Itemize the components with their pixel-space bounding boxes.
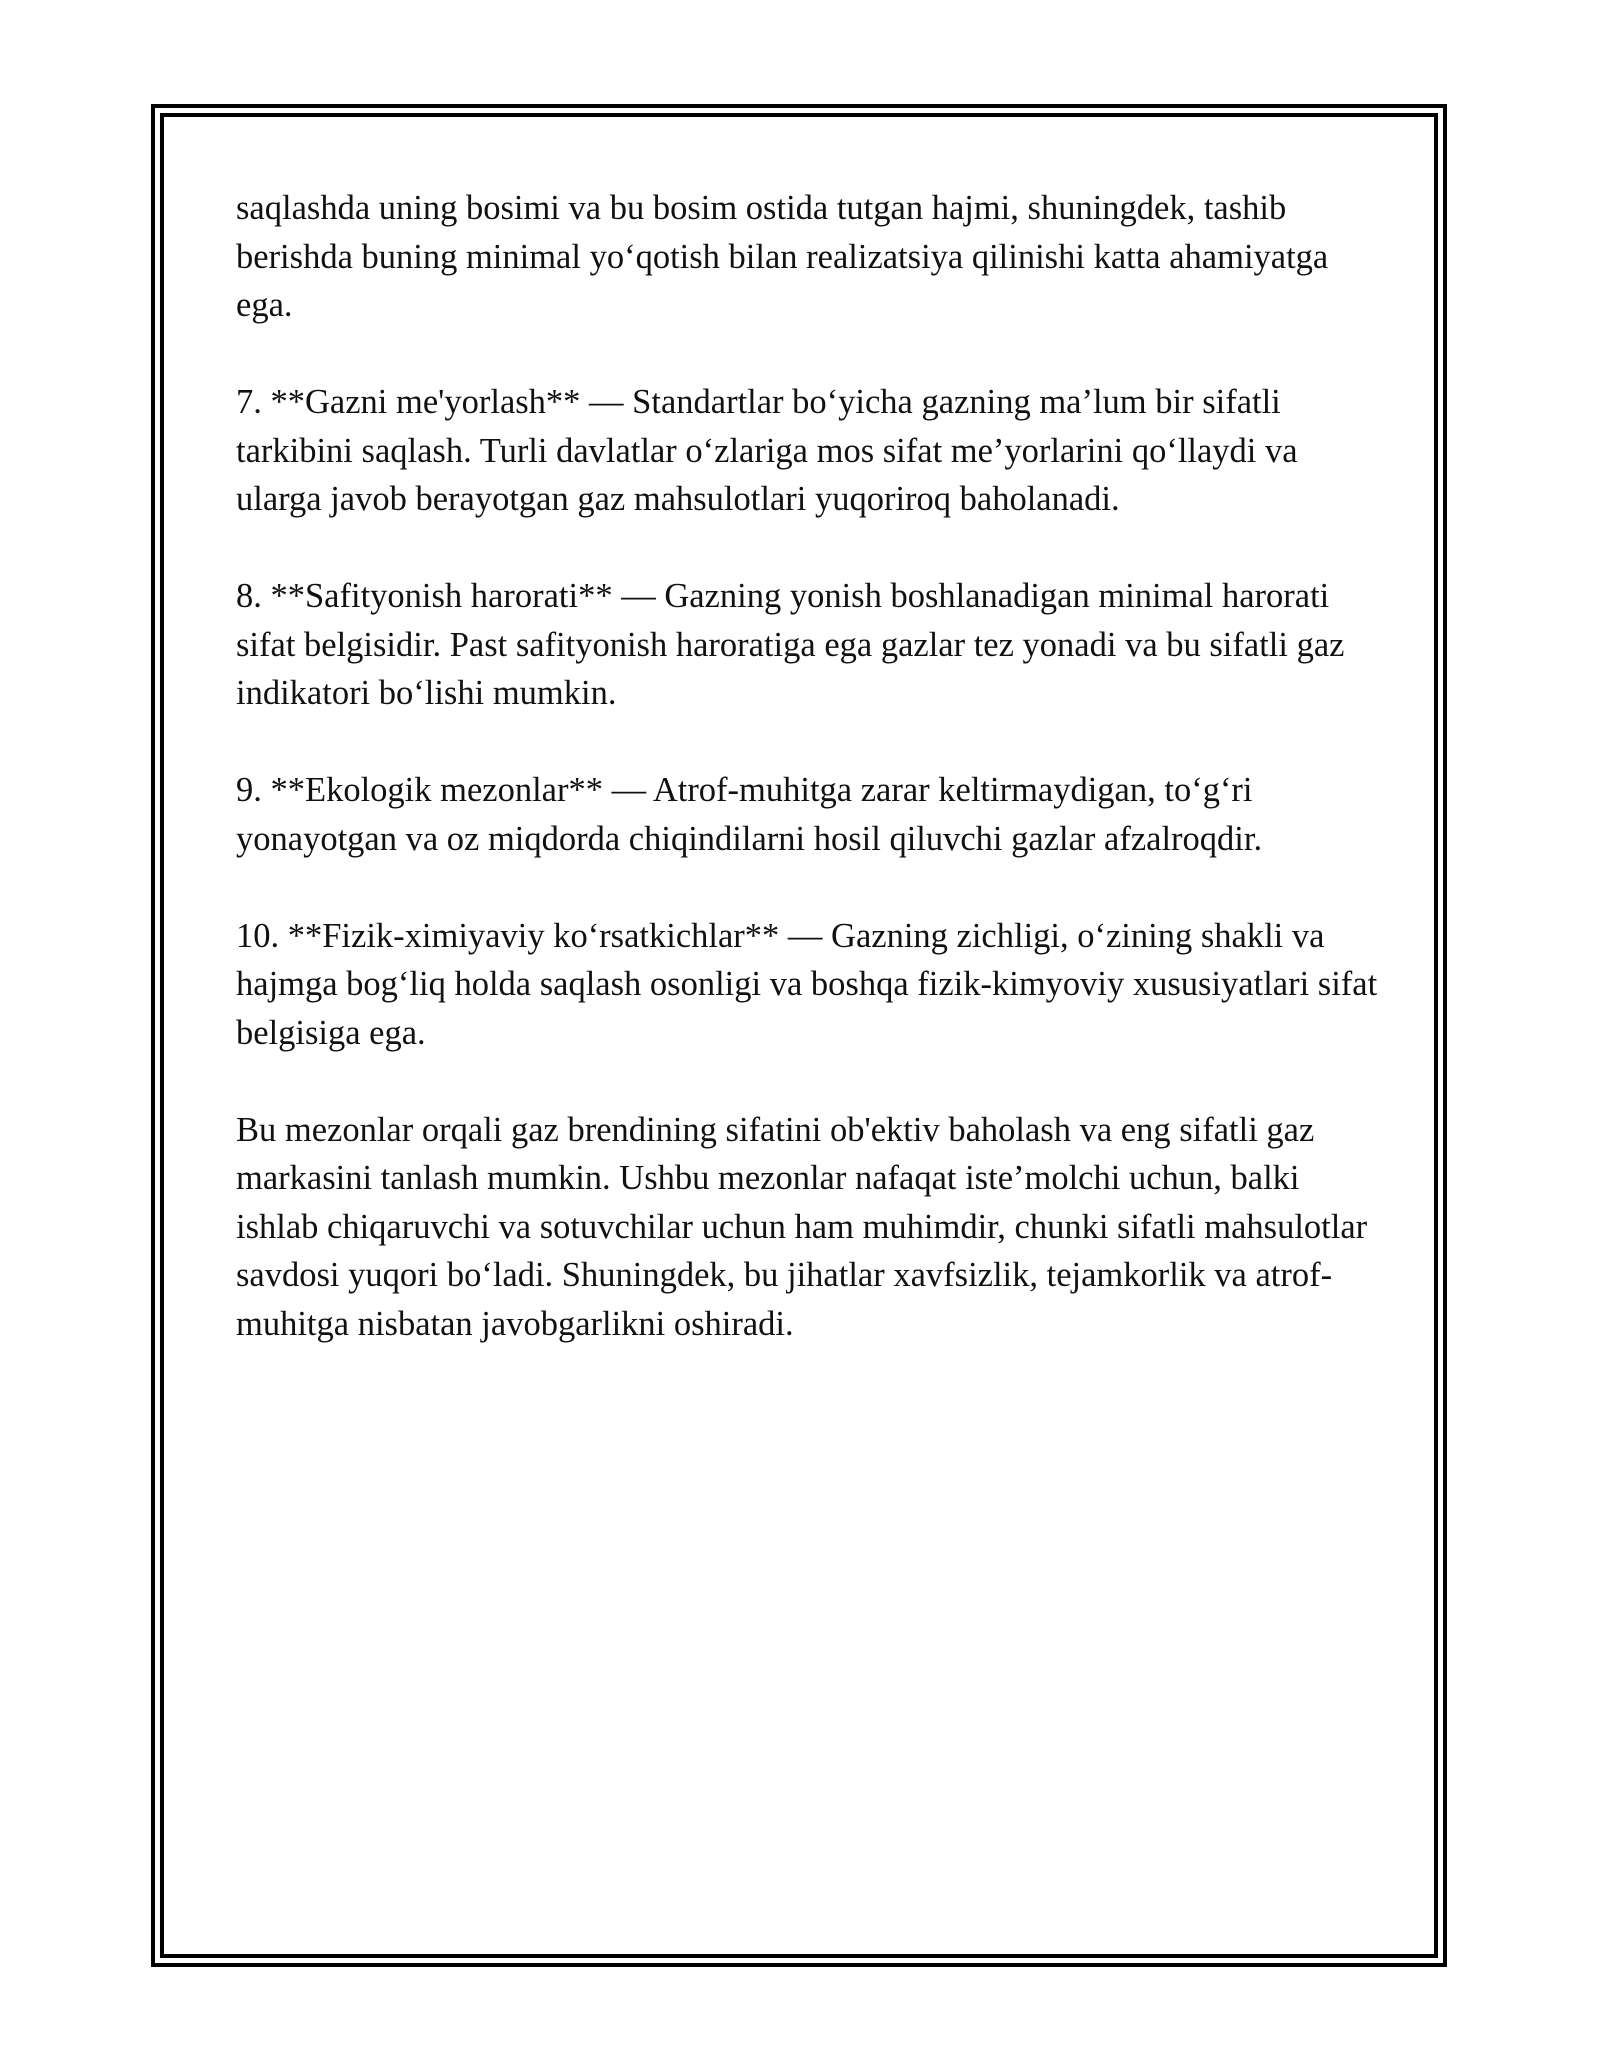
- document-body: [236, 184, 1386, 1397]
- paragraph-item-9: 9. **Ekologik mezonlar** — Atrof-muhitga zarar keltirmaydigan, to‘g‘ri yonayotgan va oz miqdorda chiqindilarni hosil qiluvchi gazlar afzalroqdir.: [236, 771, 1263, 858]
- paragraph-continuation: saqlashda uning bosimi va bu bosim ostida tutgan hajmi, shuningdek, tashib berishda buning minimal yo‘qotish bilan realizatsiya qilinishi katta ahamiyatga ega.: [236, 189, 1329, 324]
- paragraph-conclusion: Bu mezonlar orqali gaz brendining sifatini ob'ektiv baholash va eng sifatli gaz markasini tanlash mumkin. Ushbu mezonlar nafaqat iste’molchi uchun, balki ishlab chiqaruvchi va sotuvchilar uchun ham muhimdir, chunki sifatli mahsulotlar savdosi yuqori bo‘ladi. Shuningdek, bu jihatlar xavfsizlik, tejamkorlik va atrof-muhitga nisbatan javobgarlikni oshiradi.: [236, 1110, 1368, 1343]
- paragraph-item-8: 8. **Safityonish harorati** — Gazning yonish boshlanadigan minimal harorati sifat belgisidir. Past safityonish haroratiga ega gazlar tez yonadi va bu sifatli gaz indikatori bo‘lishi mumkin.: [236, 577, 1345, 712]
- paragraph-item-7: 7. **Gazni me'yorlash** — Standartlar bo‘yicha gazning ma’lum bir sifatli tarkibini saqlash. Turli davlatlar o‘zlariga mos sifat me’yorlarini qo‘llaydi va ularga javob berayotgan gaz mahsulotlari yuqoriroq baholanadi.: [236, 383, 1298, 518]
- paragraph-item-10: 10. **Fizik-ximiyaviy ko‘rsatkichlar** — Gazning zichligi, o‘zining shakli va hajmga bog‘liq holda saqlash osonligi va boshqa fizik-kimyoviy xususiyatlari sifat belgisiga ega.: [236, 916, 1378, 1052]
